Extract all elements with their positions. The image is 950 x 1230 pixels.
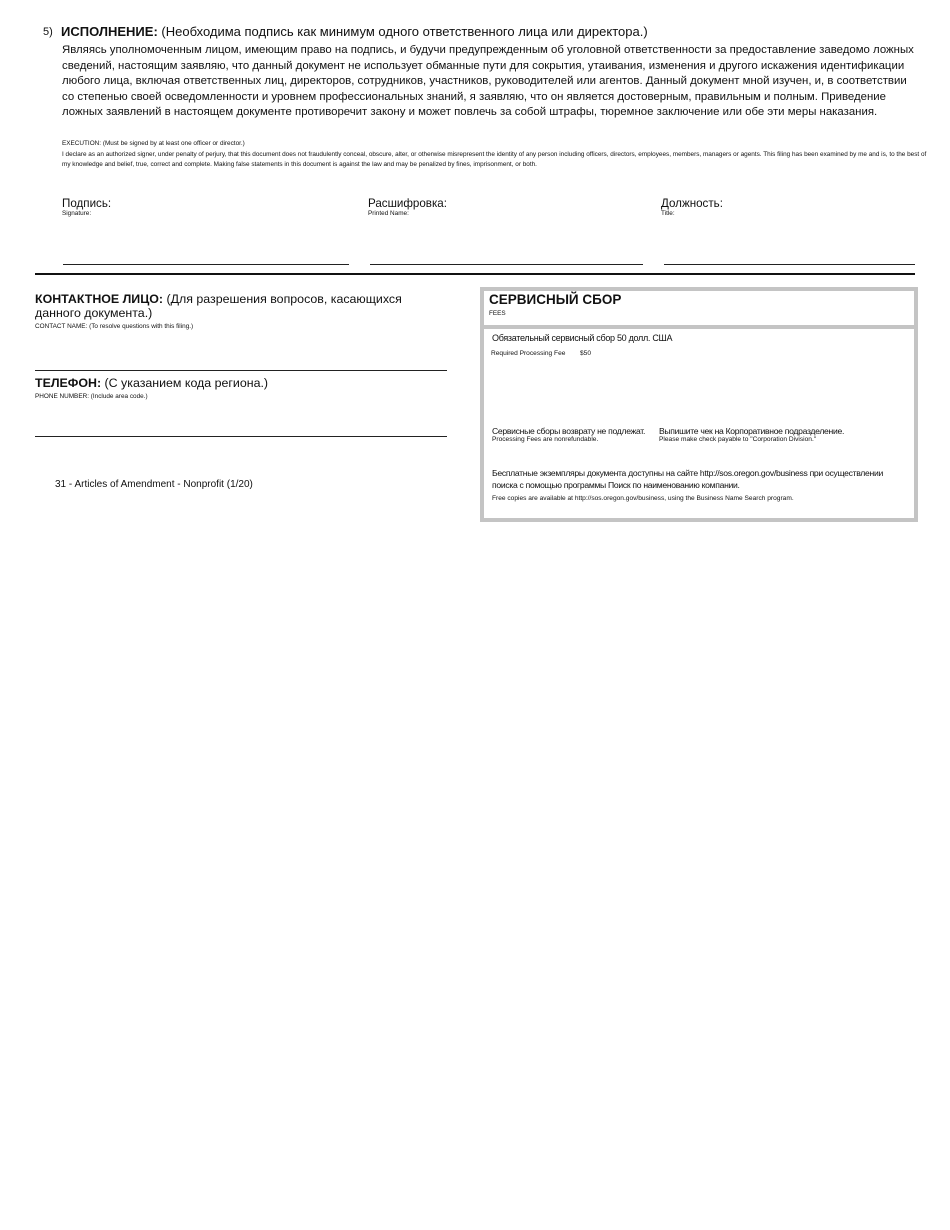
required-fee-en: Required Processing Fee <box>491 350 566 357</box>
phone-heading-bold: ТЕЛЕФОН: <box>35 376 102 390</box>
phone-heading <box>35 376 268 390</box>
required-fee-amount: $50 <box>580 350 592 357</box>
execution-heading-note: (Необходима подпись как минимум одного ответственного лица или директора.) <box>157 24 648 39</box>
section-divider <box>35 273 915 275</box>
fees-title: СЕРВИСНЫЙ СБОР <box>489 292 622 307</box>
contact-name-input-line[interactable] <box>35 370 447 371</box>
contact-label-en: CONTACT NAME: (To resolve questions with this filing.) <box>35 323 194 330</box>
form-footer: 31 - Articles of Amendment - Nonprofit (1/20) <box>55 479 253 490</box>
printed-name-label: Расшифровка: <box>368 197 447 210</box>
required-fee-ru: Обязательный сервисный сбор 50 долл. США <box>492 333 673 343</box>
execution-heading-bold: ИСПОЛНЕНИЕ: <box>61 24 158 39</box>
printed-name-input-line[interactable] <box>370 264 643 265</box>
execution-heading <box>61 24 648 39</box>
title-label: Должность: <box>661 197 723 210</box>
signature-input-line[interactable] <box>63 264 349 265</box>
check-payable-ru: Выпишите чек на Корпоративное подразделение. <box>659 426 845 436</box>
free-copies-ru: Бесплатные экземпляры документа доступны на сайте http://sos.oregon.gov/business при осуществлении поиска с помощью программы Поиск по наименованию компании. <box>492 468 883 490</box>
contact-heading-note: (Для разрешения вопросов, касающихся данного документа.) <box>35 292 402 320</box>
free-copies-en: Free copies are available at http://sos.oregon.gov/business, using the Business Name Search program. <box>492 495 794 502</box>
execution-body-en: I declare as an authorized signer, under penalty of perjury, that this document does not fraudulently conceal, obscure, alter, or otherwise misrepresent the identity of any person including officers, directors, employees, members, managers or agents. This filing has been examined by me and is, to the best of my knowledge and belief, true, correct and complete. Making false statements in this document is against the law and may be penalized by fines, imprisonment, or both. <box>62 151 927 168</box>
contact-heading <box>35 292 450 320</box>
nonrefundable-ru: Сервисные сборы возврату не подлежат. <box>492 426 646 436</box>
contact-heading-bold: КОНТАКТНОЕ ЛИЦО: <box>35 292 164 306</box>
signature-label: Подпись: <box>62 197 112 210</box>
printed-name-label-en: Printed Name: <box>368 210 409 217</box>
title-label-en: Title: <box>661 210 675 217</box>
nonrefundable-en: Processing Fees are nonrefundable. <box>492 436 599 443</box>
phone-input-line[interactable] <box>35 436 447 437</box>
execution-body-ru: Являясь уполномоченным лицом, имеющим право на подпись, и будучи предупрежденным об уголовной ответственности за предоставление заведомо ложных сведений, настоящим заявляю, что данный документ не использует обманные пути для сокрытия, утаивания, изменения и другого искажения идентификации любого лица, включая ответственных лиц, директоров, сотрудников, участников, руководителей или агентов. Данный документ мной изучен, и, в соответствии со степенью своей осведомленности и уровнем профессиональных знаний, я заявляю, что он является достоверным, правильным и полным. Приведение ложных заявлений в настоящем документе противоречит закону и может повлечь за собой штрафы, тюремное заключение или обе эти меры наказания. <box>62 44 914 119</box>
signature-label-en: Signature: <box>62 210 92 217</box>
phone-label-en: PHONE NUMBER: (Include area code.) <box>35 393 148 400</box>
check-payable-en: Please make check payable to "Corporation Division." <box>659 436 817 443</box>
title-input-line[interactable] <box>664 264 915 265</box>
execution-label-en: EXECUTION: (Must be signed by at least one officer or director.) <box>62 140 245 147</box>
section-number: 5) <box>43 26 53 38</box>
phone-heading-note: (С указанием кода региона.) <box>101 376 269 390</box>
fees-title-en: FEES <box>489 310 506 317</box>
